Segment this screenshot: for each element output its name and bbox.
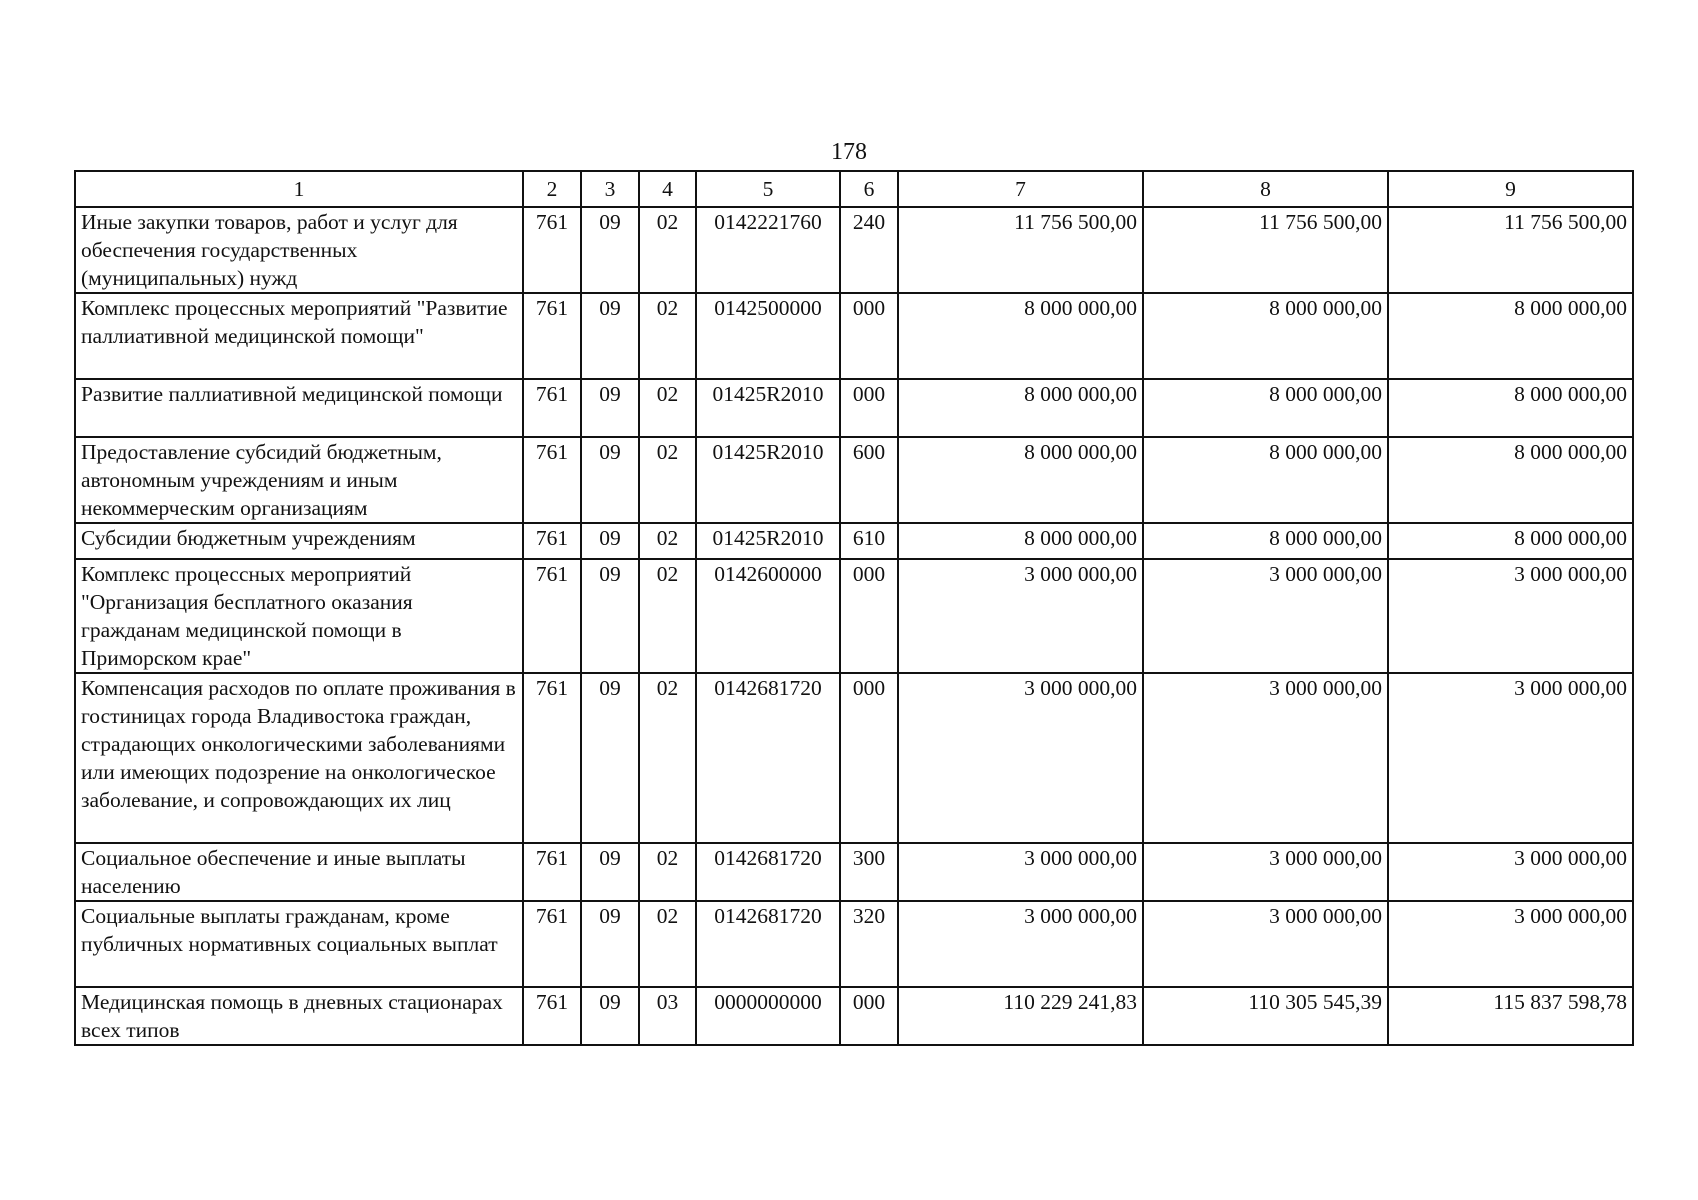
table-row [75,293,1633,379]
amount-col9-cell: 3 000 000,00 [1388,673,1633,843]
amount-col9-cell: 3 000 000,00 [1388,901,1633,987]
target-article-cell: 0142681720 [696,673,840,843]
subsection-code-cell: 02 [639,523,696,559]
amount-col9-cell: 8 000 000,00 [1388,523,1633,559]
column-header-9: 9 [1388,171,1633,207]
target-article-cell: 0000000000 [696,987,840,1045]
department-code-cell: 761 [523,843,581,901]
section-code-cell: 09 [581,843,639,901]
expense-type-cell: 240 [840,207,898,293]
amount-col9-cell: 115 837 598,78 [1388,987,1633,1045]
column-header-6: 6 [840,171,898,207]
column-header-2: 2 [523,171,581,207]
row-name-cell: Компенсация расходов по оплате проживания в гостиницах города Владивостока граждан, страдающих онкологическими заболеваниями или имеющих подозрение на онкологическое заболевание, и сопровождающих их лиц [75,673,523,843]
expense-type-cell: 300 [840,843,898,901]
subsection-code-cell: 02 [639,207,696,293]
department-code-cell: 761 [523,379,581,437]
target-article-cell: 0142681720 [696,843,840,901]
department-code-cell: 761 [523,559,581,673]
amount-col8-cell: 8 000 000,00 [1143,437,1388,523]
department-code-cell: 761 [523,293,581,379]
expense-type-cell: 000 [840,379,898,437]
column-header-3: 3 [581,171,639,207]
subsection-code-cell: 02 [639,559,696,673]
amount-col9-cell: 3 000 000,00 [1388,559,1633,673]
expense-type-cell: 610 [840,523,898,559]
subsection-code-cell: 03 [639,987,696,1045]
target-article-cell: 01425R2010 [696,523,840,559]
header-row [75,171,1633,207]
department-code-cell: 761 [523,207,581,293]
amount-col8-cell: 3 000 000,00 [1143,559,1388,673]
table-row [75,673,1633,843]
target-article-cell: 01425R2010 [696,379,840,437]
section-code-cell: 09 [581,559,639,673]
subsection-code-cell: 02 [639,673,696,843]
table-row [75,843,1633,901]
target-article-cell: 0142681720 [696,901,840,987]
section-code-cell: 09 [581,901,639,987]
amount-col8-cell: 3 000 000,00 [1143,901,1388,987]
amount-col8-cell: 8 000 000,00 [1143,293,1388,379]
table-row [75,437,1633,523]
column-header-1: 1 [75,171,523,207]
department-code-cell: 761 [523,523,581,559]
expense-type-cell: 000 [840,987,898,1045]
amount-col7-cell: 3 000 000,00 [898,843,1143,901]
amount-col7-cell: 3 000 000,00 [898,901,1143,987]
section-code-cell: 09 [581,437,639,523]
amount-col7-cell: 3 000 000,00 [898,559,1143,673]
target-article-cell: 0142221760 [696,207,840,293]
section-code-cell: 09 [581,379,639,437]
target-article-cell: 0142500000 [696,293,840,379]
row-name-cell: Медицинская помощь в дневных стационарах всех типов [75,987,523,1045]
expense-type-cell: 000 [840,293,898,379]
column-header-8: 8 [1143,171,1388,207]
amount-col9-cell: 8 000 000,00 [1388,293,1633,379]
column-header-7: 7 [898,171,1143,207]
department-code-cell: 761 [523,673,581,843]
subsection-code-cell: 02 [639,843,696,901]
subsection-code-cell: 02 [639,437,696,523]
table-row [75,523,1633,559]
section-code-cell: 09 [581,987,639,1045]
subsection-code-cell: 02 [639,379,696,437]
page-number: 178 [831,139,867,165]
amount-col7-cell: 8 000 000,00 [898,523,1143,559]
section-code-cell: 09 [581,673,639,843]
amount-col8-cell: 8 000 000,00 [1143,523,1388,559]
amount-col7-cell: 11 756 500,00 [898,207,1143,293]
amount-col7-cell: 8 000 000,00 [898,379,1143,437]
subsection-code-cell: 02 [639,901,696,987]
amount-col9-cell: 11 756 500,00 [1388,207,1633,293]
expense-type-cell: 320 [840,901,898,987]
table-row [75,901,1633,987]
amount-col8-cell: 110 305 545,39 [1143,987,1388,1045]
amount-col9-cell: 8 000 000,00 [1388,437,1633,523]
table-row [75,559,1633,673]
row-name-cell: Субсидии бюджетным учреждениям [75,523,523,559]
row-name-cell: Социальное обеспечение и иные выплаты населению [75,843,523,901]
amount-col8-cell: 3 000 000,00 [1143,843,1388,901]
row-name-cell: Комплекс процессных мероприятий "Организация бесплатного оказания гражданам медицинской помощи в Приморском крае" [75,559,523,673]
section-code-cell: 09 [581,207,639,293]
amount-col7-cell: 3 000 000,00 [898,673,1143,843]
column-header-5: 5 [696,171,840,207]
expense-type-cell: 600 [840,437,898,523]
department-code-cell: 761 [523,987,581,1045]
table-row [75,987,1633,1045]
department-code-cell: 761 [523,437,581,523]
subsection-code-cell: 02 [639,293,696,379]
budget-table [74,170,1634,1046]
amount-col8-cell: 3 000 000,00 [1143,673,1388,843]
table-row [75,207,1633,293]
amount-col9-cell: 8 000 000,00 [1388,379,1633,437]
target-article-cell: 01425R2010 [696,437,840,523]
amount-col8-cell: 11 756 500,00 [1143,207,1388,293]
section-code-cell: 09 [581,523,639,559]
amount-col7-cell: 110 229 241,83 [898,987,1143,1045]
amount-col7-cell: 8 000 000,00 [898,293,1143,379]
amount-col8-cell: 8 000 000,00 [1143,379,1388,437]
amount-col9-cell: 3 000 000,00 [1388,843,1633,901]
row-name-cell: Предоставление субсидий бюджетным, автономным учреждениям и иным некоммерческим организациям [75,437,523,523]
section-code-cell: 09 [581,293,639,379]
row-name-cell: Иные закупки товаров, работ и услуг для обеспечения государственных (муниципальных) нужд [75,207,523,293]
row-name-cell: Социальные выплаты гражданам, кроме публичных нормативных социальных выплат [75,901,523,987]
column-header-4: 4 [639,171,696,207]
expense-type-cell: 000 [840,559,898,673]
table-row [75,379,1633,437]
amount-col7-cell: 8 000 000,00 [898,437,1143,523]
target-article-cell: 0142600000 [696,559,840,673]
row-name-cell: Комплекс процессных мероприятий "Развитие паллиативной медицинской помощи" [75,293,523,379]
department-code-cell: 761 [523,901,581,987]
expense-type-cell: 000 [840,673,898,843]
row-name-cell: Развитие паллиативной медицинской помощи [75,379,523,437]
